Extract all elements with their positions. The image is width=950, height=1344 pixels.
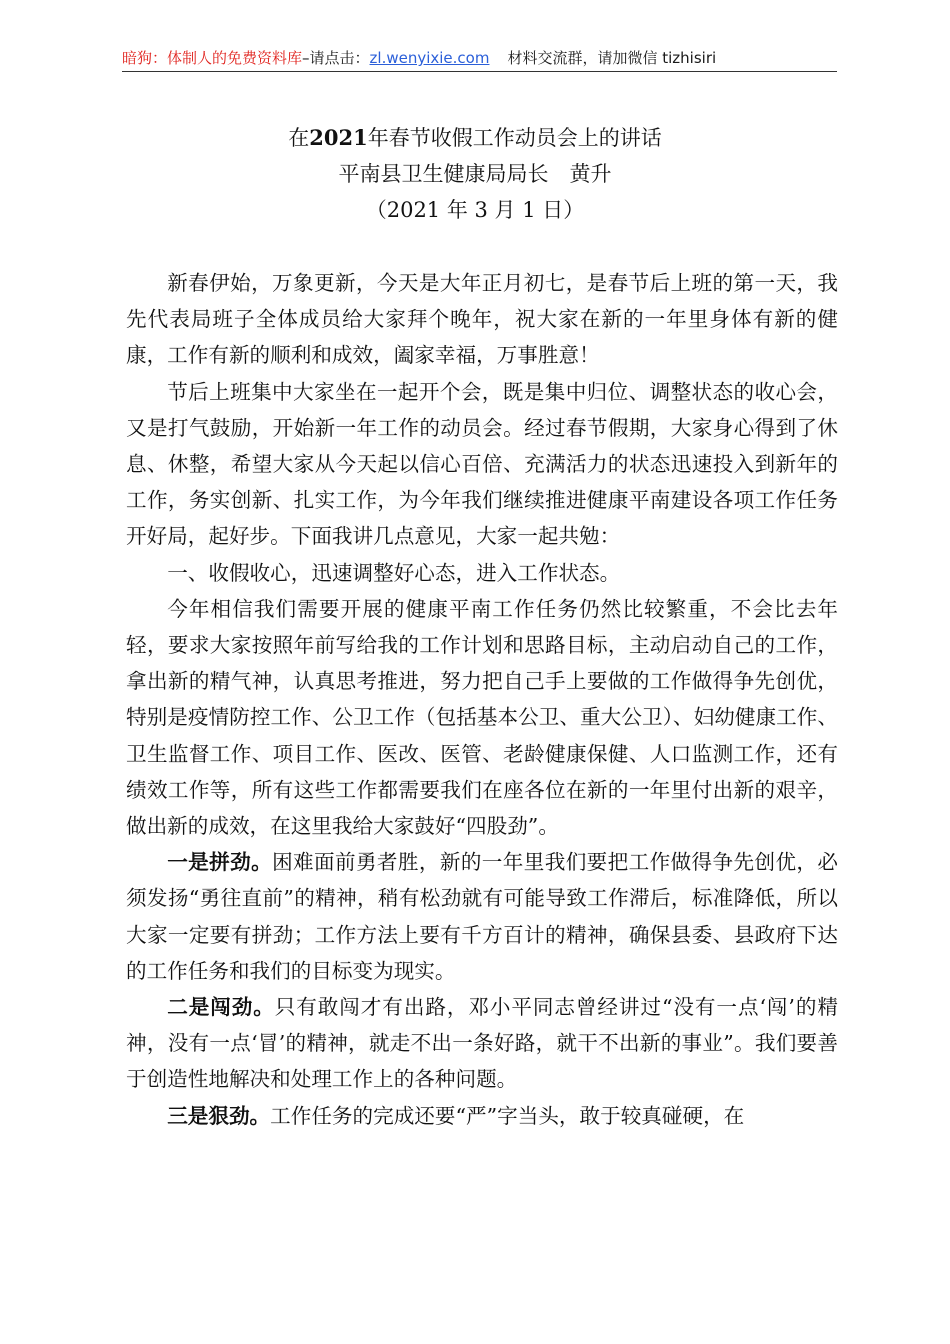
paragraph — [126, 844, 838, 989]
paragraph-text: 节后上班集中大家坐在一起开个会，既是集中归位、调整状态的收心会，又是打气鼓励，开始新一年工作的动员会。经过春节假期，大家身心得到了休息、休整，希望大家从今天起以信心百倍、充满活力的状态迅速投入到新年的工作，务实创新、扎实工作，为今年我们继续推进健康平南建设各项工作任务开好局，起好步。下面我讲几点意见，大家一起共勉： — [126, 379, 838, 549]
section-heading — [126, 555, 838, 591]
title-prefix: 在 — [288, 126, 310, 150]
paragraph — [126, 374, 838, 555]
paragraph-lead: 一是拼劲。 — [167, 850, 273, 875]
document-date: （2021 年 3 月 1 日） — [365, 198, 585, 222]
title-year: 2021 — [309, 125, 368, 150]
document-title — [0, 120, 950, 156]
header-divider — [122, 71, 837, 72]
header-group-note: 材料交流群，请加微信 tizhisiri — [507, 49, 717, 67]
paragraph — [126, 265, 838, 374]
document-speaker: 平南县卫生健康局局长 黄升 — [338, 162, 612, 186]
page-header — [122, 46, 837, 70]
paragraph — [126, 989, 838, 1098]
header-prompt: –请点击： — [302, 49, 370, 67]
document-body — [126, 265, 838, 1134]
paragraph — [126, 591, 838, 844]
paragraph-text: 今年相信我们需要开展的健康平南工作任务仍然比较繁重，不会比去年轻，要求大家按照年前写给我的工作计划和思路目标，主动启动自己的工作，拿出新的精气神，认真思考推进，努力把自己手上要做的工作做得争先创优，特别是疫情防控工作、公卫工作（包括基本公卫、重大公卫）、妇幼健康工作、卫生监督工作、项目工作、医改、医管、老龄健康保健、人口监测工作，还有绩效工作等，所有这些工作都需要我们在座各位在新的一年里付出新的艰辛，做出新的成效，在这里我给大家鼓好“四股劲”。 — [126, 596, 838, 839]
paragraph-lead: 二是闯劲。 — [167, 995, 275, 1020]
title-block — [0, 120, 950, 228]
header-link[interactable]: zl.wenyixie.com — [369, 49, 490, 67]
header-brand: 暗狗：体制人的免费资料库 — [122, 49, 303, 67]
title-suffix: 年春节收假工作动员会上的讲话 — [367, 126, 662, 150]
paragraph-text: 工作任务的完成还要“严”字当头，敢于较真碰硬，在 — [270, 1103, 745, 1128]
paragraph-lead: 三是狠劲。 — [167, 1103, 271, 1128]
paragraph-text: 一、收假收心，迅速调整好心态，进入工作状态。 — [167, 560, 621, 585]
paragraph-text: 困难面前勇者胜，新的一年里我们要把工作做得争先创优，必须发扬“勇往直前”的精神，稍有松劲就有可能导致工作滞后，标准降低，所以大家一定要有拼劲；工作方法上要有千方百计的精神，确保县委、县政府下达的工作任务和我们的目标变为现实。 — [126, 850, 838, 983]
paragraph — [126, 1098, 838, 1134]
paragraph-text: 新春伊始，万象更新，今天是大年正月初七，是春节后上班的第一天，我先代表局班子全体成员给大家拜个晚年，祝大家在新的一年里身体有新的健康，工作有新的顺利和成效，阖家幸福，万事胜意！ — [126, 271, 838, 368]
paragraph-text: 只有敢闯才有出路，邓小平同志曾经讲过“没有一点‘闯’的精神，没有一点‘冒’的精神，就走不出一条好路，就干不出新的事业”。我们要善于创造性地解决和处理工作上的各种问题。 — [126, 995, 838, 1092]
